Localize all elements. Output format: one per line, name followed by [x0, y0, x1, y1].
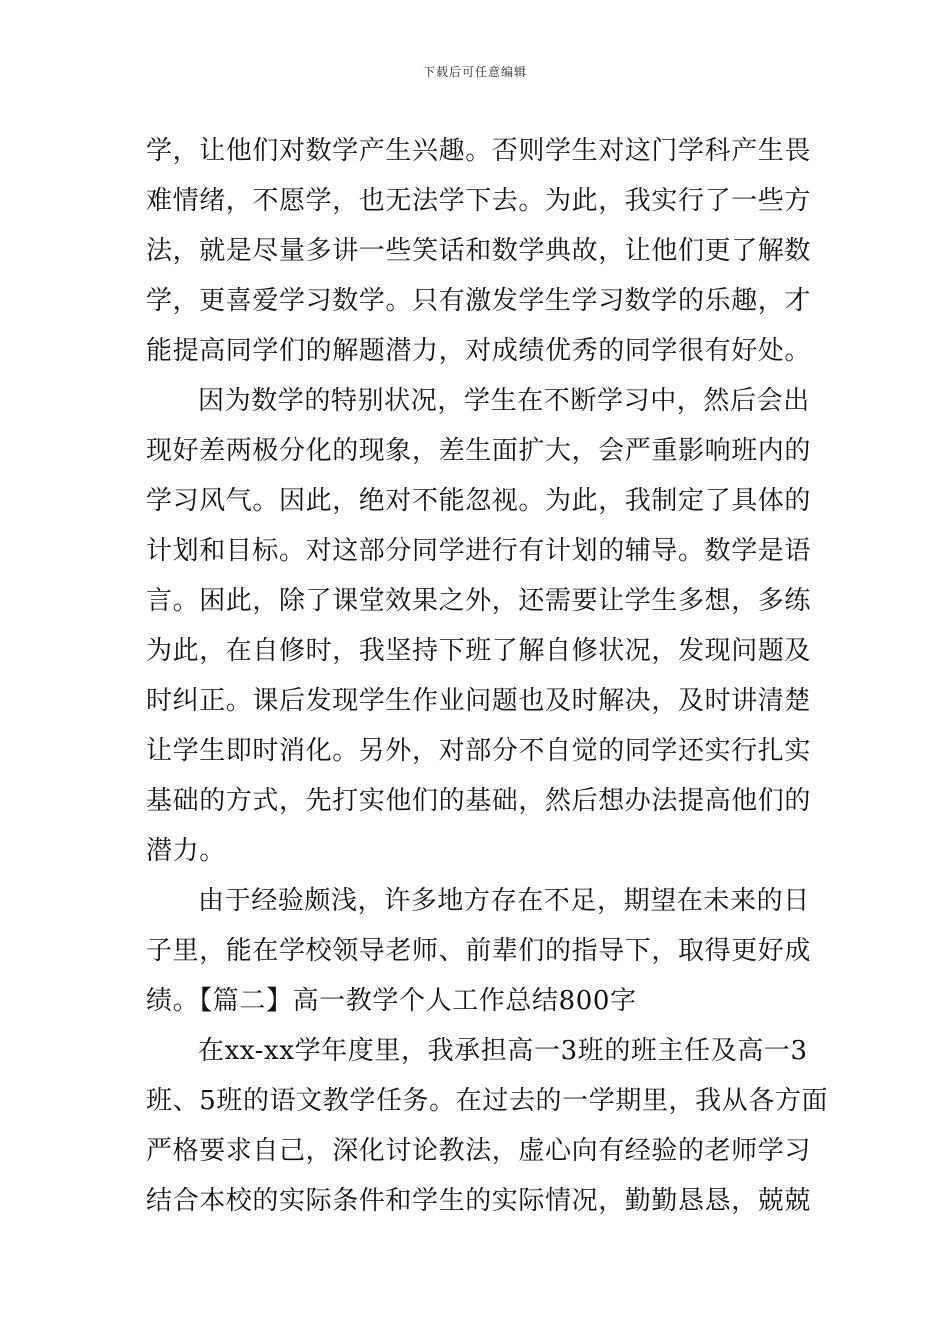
- text-line: 绩。【篇二】高一教学个人工作总结800字: [146, 986, 637, 1016]
- text-line: 学，让他们对数学产生兴趣。否则学生对这门学科产生畏: [146, 136, 812, 166]
- text-line: 潜力。: [146, 836, 226, 866]
- text-line: 班、5班的语文教学任务。在过去的一学期里，我从各方面: [146, 1086, 829, 1116]
- text-line: 难情绪，不愿学，也无法学下去。为此，我实行了一些方: [146, 186, 812, 216]
- text-line: 现好差两极分化的现象，差生面扩大，会严重影响班内的: [146, 436, 812, 466]
- text-line: 言。困此，除了课堂效果之外，还需要让学生多想，多练: [146, 586, 812, 616]
- text-line: 时纠正。课后发现学生作业问题也及时解决，及时讲清楚: [146, 686, 812, 716]
- text-line: 严格要求自己，深化讨论教法，虚心向有经验的老师学习: [146, 1136, 812, 1166]
- text-line: 让学生即时消化。另外，对部分不自觉的同学还实行扎实: [146, 736, 812, 766]
- text-line: 计划和目标。对这部分同学进行有计划的辅导。数学是语: [146, 536, 812, 566]
- text-line: 学，更喜爱学习数学。只有激发学生学习数学的乐趣，才: [146, 286, 812, 316]
- text-line: 学习风气。因此，绝对不能忽视。为此，我制定了具体的: [146, 486, 812, 516]
- text-line: 为此，在自修时，我坚持下班了解自修状况，发现问题及: [146, 636, 812, 666]
- text-line: 法，就是尽量多讲一些笑话和数学典故，让他们更了解数: [146, 236, 812, 266]
- body-text: [146, 126, 829, 1226]
- paragraph-first-line: 在xx-xx学年度里，我承担高一3班的班主任及高一3: [198, 1036, 808, 1066]
- page-header: 下载后可任意编辑: [422, 65, 527, 79]
- text-line: 结合本校的实际条件和学生的实际情况，勤勤恳恳，兢兢: [146, 1186, 812, 1216]
- text-line: 能提高同学们的解题潜力，对成绩优秀的同学很有好处。: [146, 336, 812, 366]
- paragraph-first-line: 由于经验颇浅，许多地方存在不足，期望在未来的日: [198, 886, 810, 916]
- text-line: 基础的方式，先打实他们的基础，然后想办法提高他们的: [146, 786, 812, 816]
- text-line: 子里，能在学校领导老师、前辈们的指导下，取得更好成: [146, 936, 812, 966]
- paragraph-first-line: 因为数学的特别状况，学生在不断学习中，然后会出: [198, 386, 810, 416]
